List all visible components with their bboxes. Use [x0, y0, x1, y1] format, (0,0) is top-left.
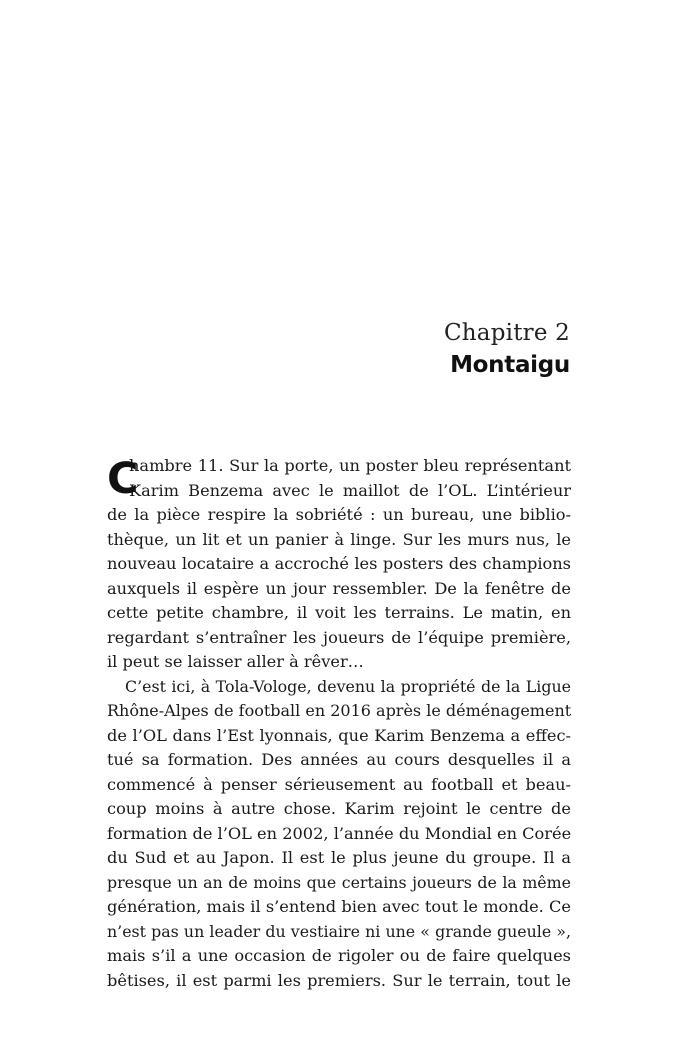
text-line: mais s’il a une occasion de rigoler ou de faire quelques	[107, 946, 571, 965]
chapter-header	[444, 318, 570, 380]
text-line: thèque, un lit et un panier à linge. Sur les murs nus, le	[107, 529, 571, 549]
text-line: n’est pas un leader du vestiaire ni une « grande gueule »,	[107, 921, 571, 941]
text-line: génération, mais il s’entend bien avec tout le monde. Ce	[107, 897, 571, 916]
text-line: formation de l’OL en 2002, l’année du Mondial en Corée	[107, 823, 572, 843]
text-line: de la pièce respire la sobriété : un bureau, une biblio-	[107, 505, 571, 524]
text-line: C’est ici, à Tola-Vologe, devenu la propriété de la Ligue	[125, 676, 571, 696]
text-line: Karim Benzema avec le maillot de l’OL. L’intérieur	[129, 480, 571, 500]
paragraph-2	[107, 675, 571, 994]
text-line: hambre 11. Sur la porte, un poster bleu représentant	[129, 456, 571, 475]
chapter-body	[107, 454, 571, 993]
text-line: Rhône-Alpes de football en 2016 après le déménagement	[107, 701, 572, 720]
text-line: il peut se laisser aller à rêver…	[107, 652, 364, 671]
text-line: du Sud et au Japon. Il est le plus jeune du groupe. Il a	[107, 848, 571, 867]
paragraph-1	[107, 454, 571, 675]
text-line: regardant s’entraîner les joueurs de l’équipe première,	[107, 627, 571, 647]
text-line: tué sa formation. Des années au cours desquelles il a	[107, 750, 571, 769]
text-line: coup moins à autre chose. Karim rejoint le centre de	[107, 799, 571, 818]
text-line: auxquels il espère un jour ressembler. De la fenêtre de	[107, 578, 571, 598]
text-line: presque un an de moins que certains joueurs de la même	[107, 872, 571, 892]
text-line: commencé à penser sérieusement au football et beau-	[107, 774, 571, 794]
text-line: nouveau locataire a accroché les posters des champions	[107, 554, 571, 573]
text-line: cette petite chambre, il voit les terrains. Le matin, en	[107, 603, 571, 622]
text-line: de l’OL dans l’Est lyonnais, que Karim Benzema a effec-	[107, 725, 571, 745]
chapter-number: Chapitre 2	[444, 320, 570, 346]
drop-cap: C	[107, 454, 139, 504]
chapter-title: Montaigu	[450, 352, 570, 378]
text-line: bêtises, il est parmi les premiers. Sur le terrain, tout le	[107, 970, 571, 990]
